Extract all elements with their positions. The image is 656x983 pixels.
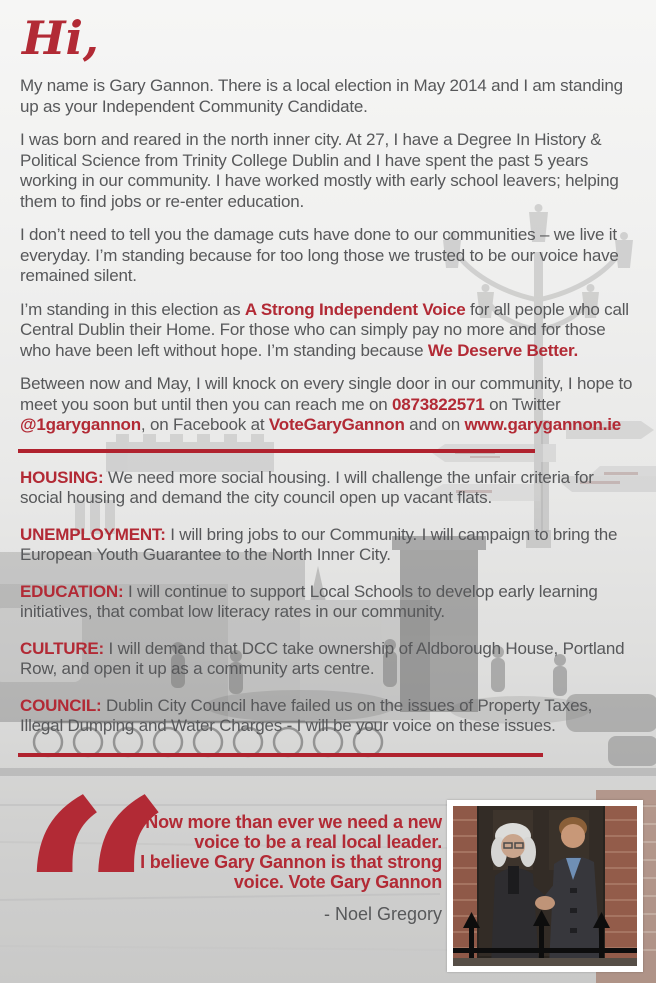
policy-label-council: COUNCIL:	[20, 695, 102, 715]
policy-housing	[20, 468, 638, 509]
policy-text: I will continue to support Local Schools to develop early learning initiatives, that combat low literacy rates in our community.	[20, 581, 598, 621]
greeting-script: Hi,	[22, 11, 99, 65]
text-segment: on Twitter	[484, 394, 561, 414]
testimonial-quote	[20, 812, 442, 925]
highlight-strong-independent-voice: A Strong Independent Voice	[244, 299, 466, 319]
policy-label-education: EDUCATION:	[20, 581, 124, 601]
quote-line: voice. Vote Gary Gannon	[233, 872, 442, 892]
policy-text: Dublin City Council have failed us on the issues of Property Taxes, Illegal Dumping and Water Charges - I will be your voice on these issues.	[20, 695, 593, 735]
highlight-we-deserve-better: We Deserve Better.	[427, 340, 578, 360]
quote-line: I believe Gary Gannon is that strong	[140, 852, 442, 872]
policy-label-unemployment: UNEMPLOYMENT:	[20, 524, 166, 544]
text-segment: Between now and May, I will knock on every single door in our community, I hope to meet you soon but until then you can reach me on	[20, 374, 633, 414]
policy-text: I will demand that DCC take ownership of Aldborough House, Portland Row, and open it up as a community arts centre.	[20, 638, 625, 678]
intro-paragraph-4	[20, 300, 638, 362]
policy-text: I will bring jobs to our Community. I will campaign to bring the European Youth Guarantee to the North Inner City.	[20, 524, 618, 564]
policy-label-housing: HOUSING:	[20, 467, 104, 487]
phone-number: 0873822571	[392, 394, 485, 414]
quote-attribution: - Noel Gregory	[323, 904, 442, 924]
section-divider-top	[18, 449, 535, 453]
text-segment: for all people who call Central Dublin their Home. For those who can simply pay no more and for those who have been left without hope. I’m standing because	[20, 299, 629, 360]
intro-paragraph-2: I was born and reared in the north inner city. At 27, I have a Degree In History & Political Science from Trinity College Dublin and I have spent the past 5 years working in our community. I have worked mostly with early school leavers; helping them to find jobs or re-enter education.	[20, 130, 619, 211]
policy-unemployment	[20, 525, 638, 566]
policy-text: We need more social housing. I will challenge the unfair criteria for social housing and demand the city council open up vacant flats.	[20, 467, 594, 507]
photo-illustration	[453, 806, 637, 966]
quote-line: voice to be a real local leader.	[194, 832, 442, 852]
flyer-body	[20, 10, 638, 757]
twitter-handle: @1garygannon	[20, 415, 141, 434]
facebook-name: VoteGaryGannon	[268, 415, 405, 434]
policy-council	[20, 696, 638, 737]
photo-gary-gannon-and-noel-gregory	[447, 800, 643, 972]
quote-line: Now more than ever we need a new	[145, 812, 442, 832]
text-segment: and on	[404, 415, 465, 434]
text-segment: I’m standing in this election as	[20, 299, 245, 319]
text-segment: , on Facebook at	[140, 415, 269, 434]
website-url: www.garygannon.ie	[464, 415, 622, 434]
intro-paragraph-1: My name is Gary Gannon. There is a local election in May 2014 and I am standing up as your Independent Community Candidate.	[20, 76, 623, 116]
intro-paragraph-5-contact	[20, 374, 638, 436]
intro-paragraph-3: I don’t need to tell you the damage cuts have done to our communities – we live it everyday. I’m standing because for too long those we trusted to be our voice have remained silent.	[20, 225, 619, 285]
policy-culture	[20, 639, 638, 680]
policy-label-culture: CULTURE:	[20, 638, 105, 658]
policy-education	[20, 582, 638, 623]
quote-glyph: “	[18, 742, 175, 983]
